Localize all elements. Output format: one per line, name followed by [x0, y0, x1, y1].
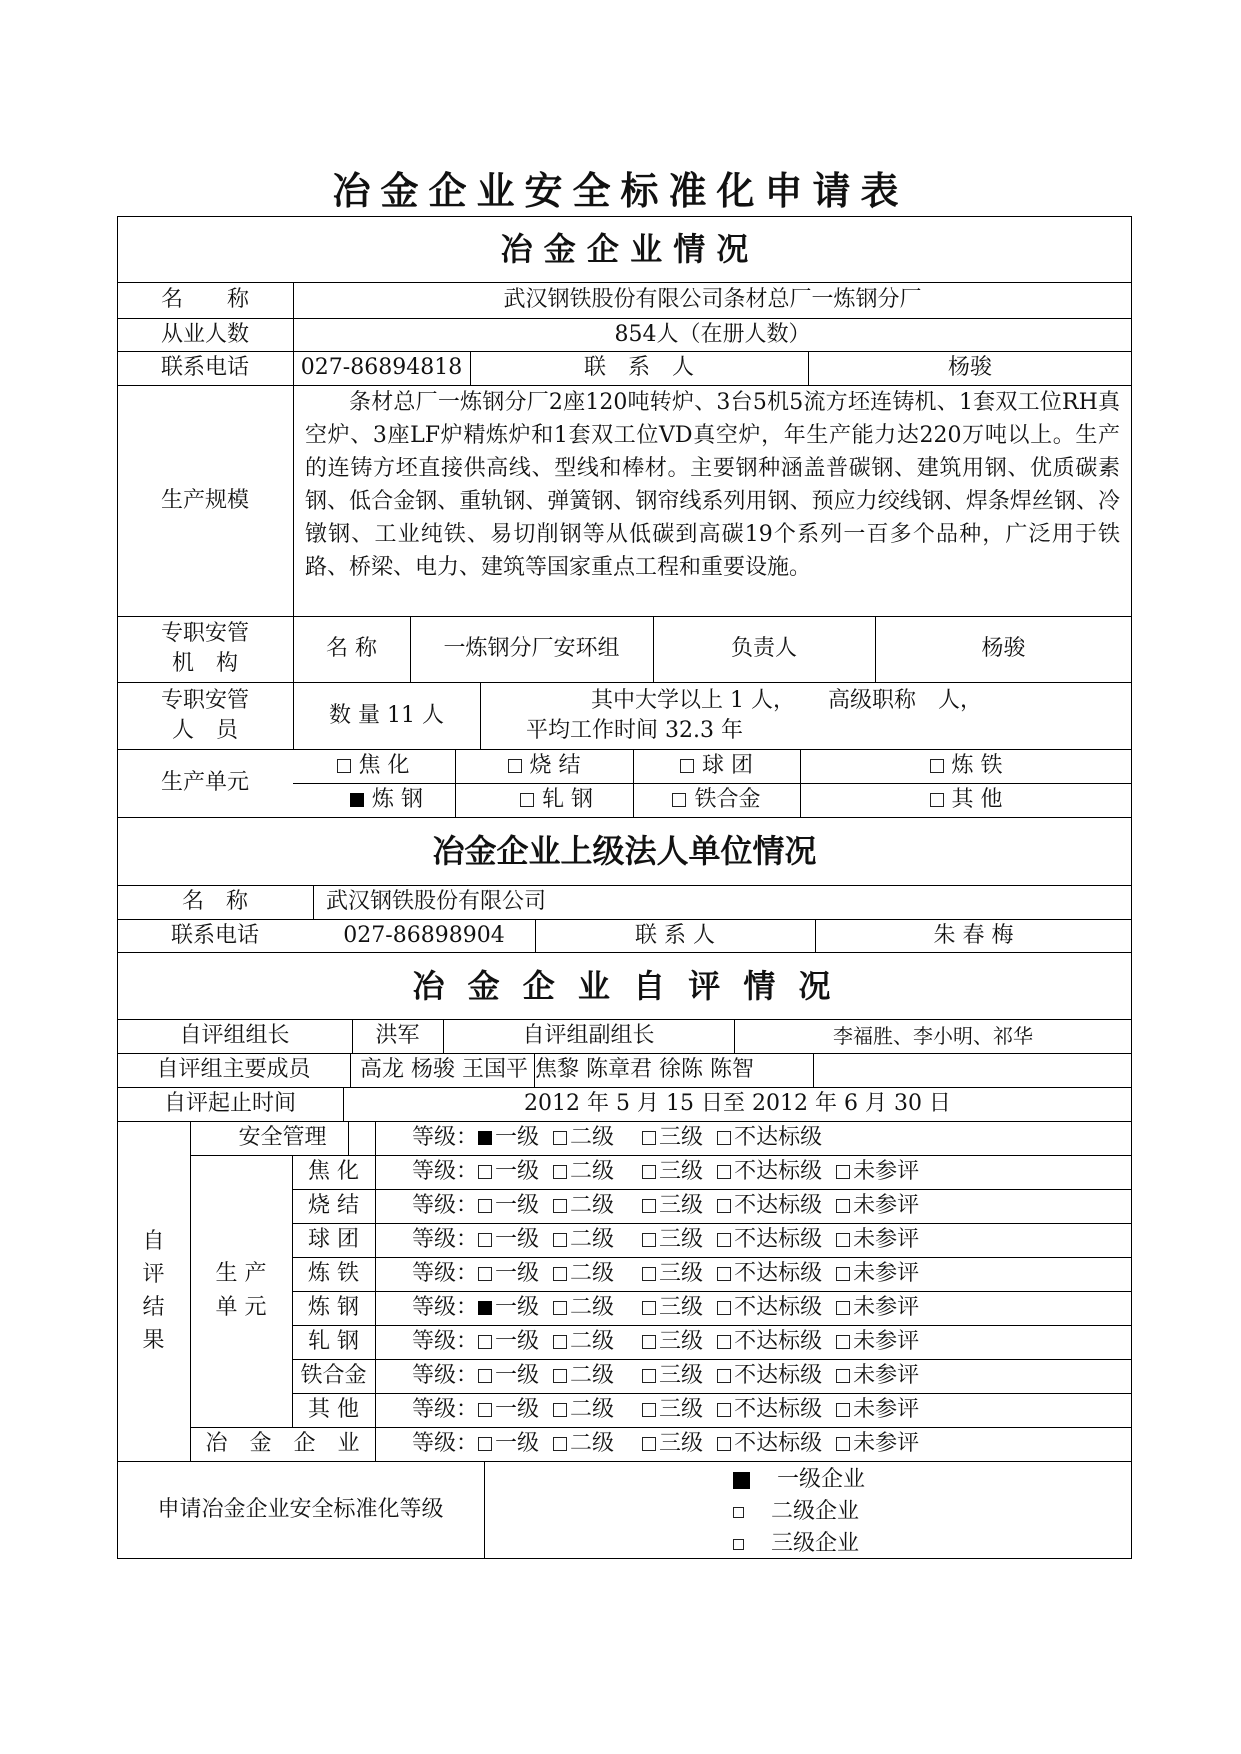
result-label-char: 自 [142, 1229, 165, 1254]
grade-option-label: 二级 [570, 1193, 615, 1218]
staff-count: 854人（在册人数） [614, 321, 811, 347]
checkbox-icon[interactable] [836, 1403, 850, 1417]
grade-option[interactable] [717, 1331, 822, 1353]
grade-option[interactable] [478, 1399, 539, 1421]
grade-option[interactable] [478, 1161, 539, 1183]
grade-option[interactable] [478, 1365, 539, 1387]
safety-staff-count: 数 量 11 人 [329, 702, 444, 728]
period-value: 2012 年 5 月 15 日至 2012 年 6 月 30 日 [524, 1091, 951, 1116]
production-unit-label: 炼 铁 [951, 753, 1003, 778]
production-unit-option[interactable] [480, 783, 633, 817]
grade-options [412, 1155, 1130, 1189]
checkbox-icon[interactable] [733, 1507, 744, 1518]
grade-option[interactable] [642, 1399, 703, 1421]
rule [375, 1121, 376, 1461]
checkbox-icon[interactable] [478, 1403, 492, 1417]
grade-option[interactable] [717, 1399, 822, 1421]
rule [313, 885, 314, 919]
checkbox-icon[interactable] [642, 1131, 656, 1145]
period-label: 自评起止时间 [163, 1091, 296, 1116]
grade-option[interactable] [836, 1263, 919, 1285]
checkbox-icon[interactable] [642, 1335, 656, 1349]
grade-option[interactable] [836, 1331, 919, 1353]
grade-option-label: 未参评 [853, 1329, 920, 1354]
grade-option[interactable] [478, 1263, 539, 1285]
grade-row-label: 烧 结 [308, 1193, 359, 1218]
checkbox-icon[interactable] [553, 1131, 567, 1145]
grade-prefix: 等级： [412, 1159, 479, 1184]
parent-phone: 027-86898904 [343, 922, 505, 948]
contact-value: 杨骏 [947, 355, 992, 380]
grade-option[interactable] [553, 1161, 614, 1183]
safety-org-label-line1: 专职安管 [160, 621, 249, 646]
grade-row-label: 轧 钢 [308, 1329, 359, 1354]
staff-count-label: 从业人数 [160, 321, 249, 347]
grade-option-label: 不达标级 [734, 1397, 823, 1422]
safety-org-label [117, 616, 293, 682]
production-unit-label: 炼 钢 [372, 787, 423, 812]
checkbox-icon[interactable] [717, 1165, 731, 1179]
unit-group-label-line1: 生 产 [215, 1261, 267, 1286]
checkbox-icon[interactable] [930, 793, 944, 807]
checkbox-icon[interactable] [836, 1199, 850, 1213]
checkbox-icon[interactable] [553, 1335, 567, 1349]
grade-option-label: 不达标级 [734, 1227, 823, 1252]
production-unit-option[interactable] [800, 749, 1132, 783]
checkbox-icon[interactable] [836, 1233, 850, 1247]
grade-option-label: 一级 [495, 1227, 540, 1252]
unit-group-label-line2: 单 元 [215, 1295, 267, 1320]
grade-option-label: 二级 [570, 1227, 615, 1252]
grade-option[interactable] [553, 1365, 614, 1387]
grade-row-label: 铁合金 [300, 1363, 367, 1388]
checkbox-icon[interactable] [478, 1199, 492, 1213]
grade-option[interactable] [553, 1263, 614, 1285]
grade-option[interactable] [717, 1127, 822, 1149]
grade-option[interactable] [478, 1433, 539, 1455]
grade-option[interactable] [553, 1127, 614, 1149]
grade-option-label: 一级 [495, 1363, 540, 1388]
grade-option-label: 不达标级 [734, 1295, 823, 1320]
checkbox-icon[interactable] [642, 1301, 656, 1315]
production-unit-option[interactable] [293, 783, 480, 817]
result-label-char: 果 [142, 1328, 165, 1353]
checkbox-icon[interactable] [717, 1335, 731, 1349]
name-label: 名 称 [160, 287, 249, 312]
grade-option[interactable] [553, 1331, 614, 1353]
grade-option[interactable] [553, 1297, 614, 1319]
grade-prefix: 等级： [412, 1363, 479, 1388]
checkbox-icon[interactable] [478, 1267, 492, 1281]
production-unit-label: 铁合金 [694, 787, 761, 812]
grade-prefix: 等级： [412, 1125, 479, 1150]
checkbox-icon[interactable] [478, 1233, 492, 1247]
safety-staff-detail [480, 682, 1132, 749]
grade-option-label: 不达标级 [734, 1125, 823, 1150]
checkbox-icon[interactable] [717, 1437, 731, 1451]
grade-row-label: 其 他 [308, 1397, 359, 1422]
checkbox-icon[interactable] [930, 759, 944, 773]
checkbox-icon[interactable] [836, 1437, 850, 1451]
grade-prefix: 等级： [412, 1397, 479, 1422]
grade-option-label: 二级 [570, 1159, 615, 1184]
grade-option[interactable] [836, 1399, 919, 1421]
grade-option-label: 不达标级 [734, 1159, 823, 1184]
grade-option-label: 二级 [570, 1363, 615, 1388]
org-head: 杨骏 [981, 636, 1026, 661]
members-label: 自评组主要成员 [156, 1057, 311, 1082]
grade-option[interactable] [478, 1195, 539, 1217]
apply-level-option[interactable] [733, 1465, 1033, 1495]
section-heading-parent: 冶金企业上级法人单位情况 [432, 832, 817, 870]
result-label [117, 1121, 190, 1461]
checkbox-icon[interactable] [553, 1301, 567, 1315]
grade-option-label: 一级 [495, 1125, 540, 1150]
grade-option[interactable] [642, 1331, 703, 1353]
production-unit-label: 轧 钢 [542, 787, 593, 812]
grade-option-label: 二级 [570, 1329, 615, 1354]
leader-name: 洪军 [375, 1023, 420, 1048]
grade-option-label: 未参评 [853, 1295, 920, 1320]
checkbox-icon[interactable] [672, 793, 686, 807]
grade-option-label: 三级 [659, 1261, 704, 1286]
grade-option-label: 未参评 [853, 1363, 920, 1388]
grade-option-label: 未参评 [853, 1397, 920, 1422]
checked-box-icon[interactable] [350, 793, 364, 807]
org-name-label: 名 称 [326, 636, 377, 661]
scale-label: 生产规模 [160, 487, 249, 513]
grade-option-label: 一级 [495, 1159, 540, 1184]
checked-box-icon[interactable] [733, 1472, 750, 1489]
grade-options [412, 1393, 1130, 1427]
checkbox-icon[interactable] [553, 1403, 567, 1417]
grade-option[interactable] [836, 1195, 919, 1217]
checked-box-icon[interactable] [478, 1301, 492, 1315]
grade-option[interactable] [642, 1161, 703, 1183]
grade-option[interactable] [717, 1161, 822, 1183]
safety-staff-detail-line1: 其中大学以上 1 人， 高级职称 人， [591, 687, 982, 713]
grade-option-label: 一级 [495, 1329, 540, 1354]
grade-option-label: 不达标级 [734, 1329, 823, 1354]
grade-options [412, 1189, 1130, 1223]
parent-contact-label: 联 系 人 [635, 922, 715, 948]
section-heading-self-assessment: 冶 金 企 业 自 评 情 况 [412, 966, 837, 1005]
checkbox-icon[interactable] [836, 1335, 850, 1349]
grade-prefix: 等级： [412, 1431, 479, 1456]
checkbox-icon[interactable] [642, 1369, 656, 1383]
checkbox-icon[interactable] [478, 1437, 492, 1451]
grade-option-label: 三级 [659, 1295, 704, 1320]
grade-option-label: 不达标级 [734, 1261, 823, 1286]
grade-option[interactable] [642, 1365, 703, 1387]
grade-option-label: 二级 [570, 1397, 615, 1422]
safety-staff-label [117, 682, 293, 749]
grade-option[interactable] [642, 1263, 703, 1285]
production-scale-text: 条材总厂一炼钢分厂2座120吨转炉、3台5机5流方坯连铸机、1套双工位RH真空炉、3座LF炉精炼炉和1套双工位VD真空炉，年生产能力达220万吨以上。生产的连铸方坯直接供高线、型线和棒材。主要钢种涵盖普碳钢、建筑用钢、优质碳素钢、低合金钢、重轨钢、弹簧钢、钢帘线系列用钢、预应力绞线钢、焊条焊丝钢、冷镦钢、工业纯铁、易切削钢等从低碳到高碳19个系列一百多个品种，广泛用于铁路、桥梁、电力、建筑等国家重点工程和重要设施。 [305, 390, 1120, 580]
grade-prefix: 等级： [412, 1227, 479, 1252]
grade-option-label: 三级 [659, 1397, 704, 1422]
leader-label: 自评组组长 [179, 1023, 290, 1048]
grade-option-label: 未参评 [853, 1193, 920, 1218]
checkbox-icon[interactable] [717, 1233, 731, 1247]
production-unit-label: 球 团 [702, 753, 753, 778]
checkbox-icon[interactable] [717, 1131, 731, 1145]
grade-option-label: 未参评 [853, 1227, 920, 1252]
grade-option[interactable] [642, 1297, 703, 1319]
company-name: 武汉钢铁股份有限公司条材总厂一炼钢分厂 [503, 287, 922, 312]
production-unit-option[interactable] [800, 783, 1132, 817]
grade-option[interactable] [642, 1127, 703, 1149]
checkbox-icon[interactable] [478, 1335, 492, 1349]
grade-option-label: 未参评 [853, 1431, 920, 1456]
org-head-label: 负责人 [730, 636, 797, 661]
result-label-char: 评 [142, 1262, 165, 1287]
grade-options [412, 1257, 1130, 1291]
checkbox-icon[interactable] [717, 1403, 731, 1417]
grade-option-label: 未参评 [853, 1159, 920, 1184]
apply-level-label: 二级企业 [771, 1499, 860, 1524]
grade-option[interactable] [836, 1161, 919, 1183]
safety-staff-detail-line2: 平均工作时间 32.3 年 [526, 717, 743, 743]
production-unit-label: 生产单元 [160, 770, 249, 795]
grade-option[interactable] [478, 1127, 539, 1149]
checkbox-icon[interactable] [553, 1233, 567, 1247]
members-names: 高龙 杨骏 王国平 焦黎 陈章君 徐陈 陈智 [360, 1057, 754, 1082]
grade-option[interactable] [642, 1433, 703, 1455]
checkbox-icon[interactable] [337, 759, 351, 773]
grade-option-label: 一级 [495, 1397, 540, 1422]
grade-option-label: 三级 [659, 1227, 704, 1252]
grade-options [412, 1121, 1130, 1155]
grade-option-label: 三级 [659, 1193, 704, 1218]
grade-option[interactable] [836, 1229, 919, 1251]
grade-option-label: 不达标级 [734, 1363, 823, 1388]
grade-option-label: 二级 [570, 1295, 615, 1320]
grade-option[interactable] [717, 1433, 822, 1455]
apply-level-label: 申请冶金企业安全标准化等级 [157, 1497, 444, 1522]
deputy-label: 自评组副组长 [522, 1023, 655, 1048]
grade-option[interactable] [836, 1433, 919, 1455]
checkbox-icon[interactable] [642, 1165, 656, 1179]
section-heading-company: 冶 金 企 业 情 况 [500, 230, 749, 268]
grade-row-label: 炼 钢 [308, 1295, 359, 1320]
grade-option[interactable] [717, 1365, 822, 1387]
grade-prefix: 等级： [412, 1329, 479, 1354]
checkbox-icon[interactable] [642, 1199, 656, 1213]
grade-prefix: 等级： [412, 1193, 479, 1218]
production-unit-label: 焦 化 [358, 753, 410, 778]
grade-options [412, 1223, 1130, 1257]
production-unit-label: 其 他 [951, 787, 1003, 812]
phone-value: 027-86894818 [300, 355, 463, 380]
grade-option[interactable] [553, 1399, 614, 1421]
phone-label: 联系电话 [160, 355, 249, 380]
grade-option-label: 三级 [659, 1159, 704, 1184]
grade-option[interactable] [717, 1229, 822, 1251]
grade-options [412, 1359, 1130, 1393]
production-unit-label: 烧 结 [529, 753, 581, 778]
grade-option[interactable] [717, 1297, 822, 1319]
checkbox-icon[interactable] [836, 1369, 850, 1383]
contact-label: 联 系 人 [583, 355, 694, 380]
grade-option[interactable] [553, 1195, 614, 1217]
grade-row-label: 冶 金 企 业 [205, 1431, 360, 1456]
grade-prefix: 等级： [412, 1261, 479, 1286]
org-name: 一炼钢分厂安环组 [443, 636, 620, 661]
grade-option-label: 一级 [495, 1295, 540, 1320]
checkbox-icon[interactable] [642, 1403, 656, 1417]
checkbox-icon[interactable] [717, 1369, 731, 1383]
checkbox-icon[interactable] [733, 1539, 744, 1550]
safety-staff-label-line2: 人 员 [171, 717, 238, 743]
checkbox-icon[interactable] [553, 1369, 567, 1383]
checkbox-icon[interactable] [553, 1267, 567, 1281]
checkbox-icon[interactable] [717, 1267, 731, 1281]
grade-option-label: 二级 [570, 1261, 615, 1286]
checkbox-icon[interactable] [836, 1165, 850, 1179]
grade-option[interactable] [478, 1331, 539, 1353]
safety-staff-label-line1: 专职安管 [160, 687, 249, 713]
grade-option[interactable] [642, 1195, 703, 1217]
apply-level-label: 一级企业 [777, 1467, 866, 1492]
grade-row-label: 炼 铁 [308, 1261, 359, 1286]
checkbox-icon[interactable] [553, 1437, 567, 1451]
checkbox-icon[interactable] [508, 759, 522, 773]
checked-box-icon[interactable] [478, 1131, 492, 1145]
safety-org-label-line2: 机 构 [171, 651, 238, 676]
result-label-char: 结 [142, 1295, 165, 1320]
checkbox-icon[interactable] [553, 1199, 567, 1213]
checkbox-icon[interactable] [680, 759, 694, 773]
production-unit-option[interactable] [633, 783, 800, 817]
apply-level-label: 三级企业 [771, 1531, 860, 1556]
grade-options [412, 1427, 1130, 1461]
grade-option-label: 未参评 [853, 1261, 920, 1286]
grade-option-label: 一级 [495, 1261, 540, 1286]
checkbox-icon[interactable] [478, 1165, 492, 1179]
checkbox-icon[interactable] [717, 1199, 731, 1213]
grade-option[interactable] [717, 1263, 822, 1285]
grade-option[interactable] [642, 1229, 703, 1251]
checkbox-icon[interactable] [553, 1165, 567, 1179]
production-unit-option[interactable] [293, 749, 453, 783]
grade-option[interactable] [836, 1297, 919, 1319]
grade-option-label: 不达标级 [734, 1193, 823, 1218]
grade-option-label: 一级 [495, 1431, 540, 1456]
grade-option[interactable] [717, 1195, 822, 1217]
apply-level-option[interactable] [733, 1529, 1033, 1559]
grade-option[interactable] [836, 1365, 919, 1387]
grade-option-label: 二级 [570, 1431, 615, 1456]
checkbox-icon[interactable] [642, 1233, 656, 1247]
rule [484, 1461, 485, 1559]
apply-level-option[interactable] [733, 1497, 1033, 1527]
checkbox-icon[interactable] [717, 1301, 731, 1315]
grade-option-label: 二级 [570, 1125, 615, 1150]
checkbox-icon[interactable] [478, 1369, 492, 1383]
grade-option[interactable] [553, 1433, 614, 1455]
grade-options [412, 1325, 1130, 1359]
unit-group-label [190, 1155, 292, 1427]
production-unit-option[interactable] [633, 749, 800, 783]
page-title: 冶金企业安全标准化申请表 [332, 168, 909, 213]
checkbox-icon[interactable] [836, 1267, 850, 1281]
grade-options [412, 1291, 1130, 1325]
grade-option-label: 三级 [659, 1329, 704, 1354]
checkbox-icon[interactable] [642, 1267, 656, 1281]
grade-option[interactable] [553, 1229, 614, 1251]
grade-option[interactable] [478, 1229, 539, 1251]
grade-option-label: 三级 [659, 1363, 704, 1388]
production-unit-option[interactable] [455, 749, 633, 783]
checkbox-icon[interactable] [836, 1301, 850, 1315]
parent-name-label: 名 称 [181, 889, 248, 914]
grade-option-label: 不达标级 [734, 1431, 823, 1456]
grade-row-label: 焦 化 [308, 1159, 359, 1184]
grade-row-label: 球 团 [308, 1227, 359, 1252]
grade-option-label: 三级 [659, 1125, 704, 1150]
grade-prefix: 等级： [412, 1295, 479, 1320]
parent-phone-label: 联系电话 [170, 922, 259, 948]
grade-row-label: 安全管理 [238, 1125, 327, 1150]
grade-option-label: 一级 [495, 1193, 540, 1218]
parent-name: 武汉钢铁股份有限公司 [326, 889, 547, 914]
grade-option[interactable] [478, 1297, 539, 1319]
checkbox-icon[interactable] [642, 1437, 656, 1451]
grade-option-label: 三级 [659, 1431, 704, 1456]
rule [350, 1053, 351, 1087]
checkbox-icon[interactable] [520, 793, 534, 807]
parent-contact: 朱 春 梅 [933, 922, 1014, 948]
deputy-names: 李福胜、李小明、祁华 [833, 1024, 1033, 1048]
